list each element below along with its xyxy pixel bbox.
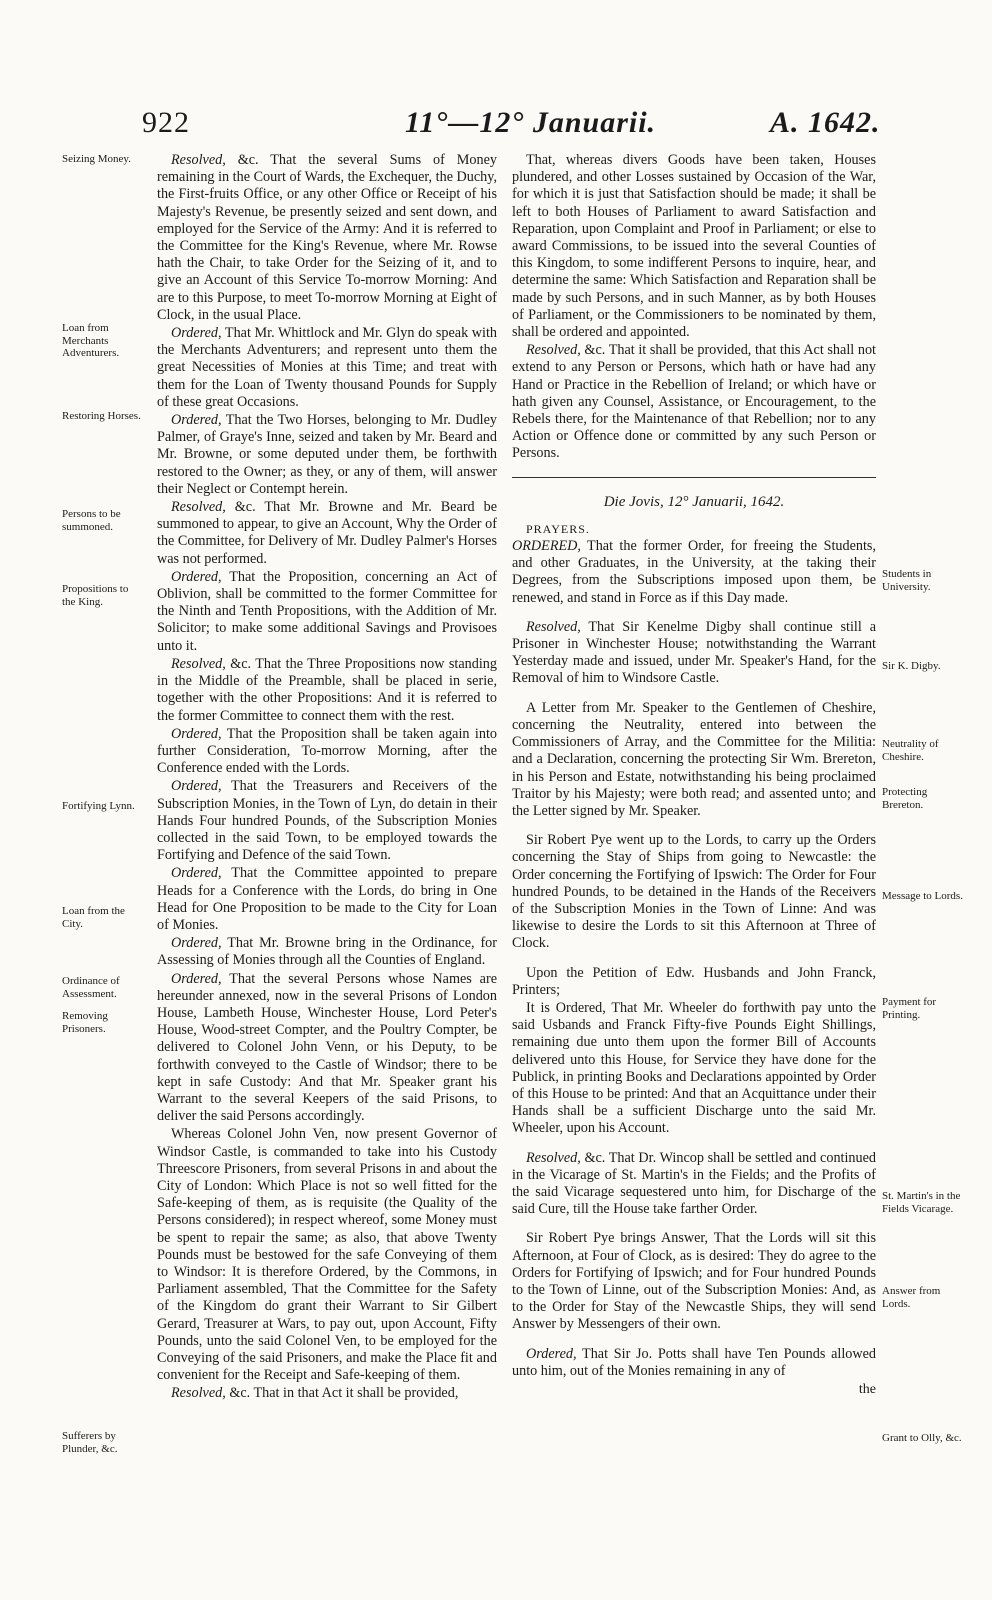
paragraph: Resolved, &c. That the several Sums of Money remaining in the Court of Wards, the Exchequer, the Duchy, the First-fruits Office, or any other Office or Receipt of his Majesty's Revenue, be presently seized and sent down, and employed for the Service of the Army: And it is referred to the Committee for the King's Revenue, where Mr. Rowse hath the Chair, to take Order for the Seizing of it, and to give an Account of this Service To-morrow Morning: And are to this Purpose, to meet To-morrow Morning at Eight of Clock, in the usual Place. bbox=[157, 152, 497, 323]
margin-note: Students in University. bbox=[882, 568, 932, 593]
day-heading: Die Jovis, 12° Januarii, 1642. bbox=[603, 493, 785, 510]
margin-note: Loan from Merchants Adventurers. bbox=[62, 322, 120, 359]
paragraph: Ordered, That the Treasurers and Receivers of the Subscription Monies, in the Town of Lyn, do detain in their Hands Four hundred Pounds, of the Subscription Monies collected in the said Town, to be employed towards the Fortifying and Defence of the said Town. bbox=[157, 778, 497, 864]
paragraph: Resolved, &c. That the Three Propositions now standing in the Middle of the Preamble, shall be placed in serie, together with the other Propositions: And it is referred to the former Committee to connect them with the rest. bbox=[157, 655, 497, 724]
section-rule bbox=[512, 477, 876, 478]
margin-note: Removing Prisoners. bbox=[62, 1010, 108, 1035]
paragraph: Resolved, &c. That in that Act it shall be provided, bbox=[171, 1385, 459, 1402]
margin-note: Sufferers by Plunder, &c. bbox=[62, 1430, 118, 1455]
catchword: the bbox=[858, 1382, 876, 1397]
paragraph: A Letter from Mr. Speaker to the Gentlemen of Cheshire, concerning the Neutrality, entered into between the Commissioners of Array, and the Committee for the Militia: and a Declaration, concerning the protecting Sir Wm. Brereton, in his Person and Estate, notwithstanding his being proclaimed Traitor by his Majesty; were both read; and assented unto; and the Letter signed by Mr. Speaker. bbox=[512, 699, 876, 819]
margin-note: Loan from the City. bbox=[62, 905, 125, 930]
paragraph: Ordered, That Mr. Whittlock and Mr. Glyn do speak with the Merchants Adventurers; and represent unto them the great Necessities of Monies at this Time; and treat with them for the Loan of Twenty thousand Pounds for Supply of these great Occasions. bbox=[157, 325, 497, 410]
paragraph: Resolved, &c. That it shall be provided, that this Act shall not extend to any Person or Persons, which hath or have had any Hand or Practice in the Rebellion of Ireland; or which have or hath given any Counsel, Assistance, or Encouragement, to the Rebels there, for the Maintenance of that Rebellion; nor to any Action or Offence done or committed by any such Person or Persons. bbox=[512, 342, 876, 462]
margin-note: Fortifying Lynn. bbox=[62, 800, 135, 812]
paragraph: Sir Robert Pye went up to the Lords, to carry up the Orders concerning the Stay of Ships from going to Newcastle: the Order concerning the Fortifying of Ipswich: The Order for Four hundred Pounds, to be detained in the Hands of the Receivers of the Subscription Monies in the Town of Linne: And was likewise to desire the Lords to sit this Afternoon at Three of Clock. bbox=[512, 832, 876, 952]
margin-note: Message to Lords. bbox=[882, 890, 963, 902]
page-header bbox=[0, 106, 992, 150]
page-number: 922 bbox=[142, 106, 190, 139]
margin-note: Seizing Money. bbox=[62, 153, 131, 165]
paragraph: Sir Robert Pye brings Answer, That the Lords will sit this Afternoon, at Four of Clock, as is desired: They do agree to the Orders for Fortifying of Ipswich; and for Four hundred Pounds to the Town of Linne, out of the Subscription Monies: And, as to the Order for Stay of the Newcastle Ships, they will send Answer by Messengers of their own. bbox=[512, 1230, 876, 1333]
page-date: 11°—12° Januarii. bbox=[405, 106, 657, 139]
margin-note: Grant to Olly, &c. bbox=[882, 1432, 962, 1444]
paragraph: Resolved, &c. That Mr. Browne and Mr. Beard be summoned to appear, to give an Account, Why the Order of the Committee, for Delivery of Mr. Dudley Palmer's Horses was not performed. bbox=[157, 499, 497, 567]
paragraph: Ordered, That the Proposition shall be taken again into further Consideration, To-morrow Morning, after the Conference ended with the Lords. bbox=[157, 725, 497, 777]
paragraph: That, whereas divers Goods have been taken, Houses plundered, and other Losses sustained by Occasion of the War, for which it is just that Satisfaction should be made; it shall be left to both Houses of Parliament to award Satisfaction and Reparation, upon Complaint and Proof in Parliament; or else to award Commissions, to be issued into the several Counties of this Kingdom, to some indifferent Persons to inquire, hear, and determine the same: Which Satisfaction and Reparation shall be made by such Persons, and in such Manner, as by both Houses of Parliament, or the Commissioners to be nominated by them, shall be ordered and appointed. bbox=[512, 152, 876, 341]
prayers-heading: PRAYERS. bbox=[526, 521, 590, 536]
margin-note: Sir K. Digby. bbox=[882, 660, 941, 672]
left-column bbox=[157, 152, 497, 1404]
page-year: A. 1642. bbox=[770, 106, 881, 139]
paragraph: ORDERED, That the former Order, for freeing the Students, and other Graduates, in the University, at the taking their Degrees, from the Subscriptions imposed upon them, be renewed, and stand in Force as if this Day made. bbox=[512, 538, 876, 606]
paragraph: Ordered, That the Two Horses, belonging to Mr. Dudley Palmer, of Graye's Inne, seized and taken by Mr. Beard and Mr. Browne, or some deputed under them, be forthwith restored to the Owner; as they, or any of them, will answer their Neglect or Contempt herein. bbox=[157, 412, 497, 497]
paragraph: Ordered, That the Proposition, concerning an Act of Oblivion, shall be committed to the former Committee for the Ninth and Tenth Propositions, with the Addition of Mr. Solicitor; to make some additional Savings and Provisoes unto it. bbox=[157, 568, 497, 654]
margin-note: Payment for Printing. bbox=[882, 996, 937, 1021]
margin-note: Restoring Horses. bbox=[62, 410, 141, 422]
paragraph: Upon the Petition of Edw. Husbands and John Franck, Printers; bbox=[512, 964, 876, 998]
right-column bbox=[512, 152, 876, 1398]
margin-note: Protecting Brereton. bbox=[882, 786, 928, 811]
margin-note: Propositions to the King. bbox=[62, 583, 129, 608]
margin-note: St. Martin's in the Fields Vicarage. bbox=[882, 1190, 961, 1215]
paragraph: Ordered, That Mr. Browne bring in the Ordinance, for Assessing of Monies through all the Counties of England. bbox=[157, 935, 497, 969]
paragraph: Resolved, &c. That Dr. Wincop shall be settled and continued in the Vicarage of St. Martin's in the Fields; and the Profits of the said Vicarage sequestered unto him, for Discharge of the said Cure, till the House take farther Order. bbox=[512, 1149, 876, 1218]
margin-note: Neutrality of Cheshire. bbox=[882, 738, 939, 763]
paragraph: Ordered, That Sir Jo. Potts shall have Ten Pounds allowed unto him, out of the Monies remaining in any of bbox=[512, 1345, 876, 1379]
paragraph: Whereas Colonel John Ven, now present Governor of Windsor Castle, is commanded to take into his Custody Threescore Prisoners, from several Prisons in and about the City of London: Which Place is not so well fitted for the Safe-keeping of them, as is requisite (the Quality of the Persons considered); in respect whereof, some Money must be spent to repair the same; as also, that above Twenty Pounds must be bestowed for the safe Conveying of them to Windsor: It is therefore Ordered, by the Commons, in Parliament assembled, That the Committee for the Safety of the Kingdom do grant their Warrant to Sir Gilbert Gerard, Treasurer at Wars, to pay out, upon Account, Fifty Pounds, unto the said Colonel Ven, to be employed for the Conveying of the said Prisoners, and make the Place fit and convenient for the Receipt and Safe-keeping of them. bbox=[157, 1126, 497, 1384]
paragraph: Resolved, That Sir Kenelme Digby shall continue still a Prisoner in Winchester House; notwithstanding the Warrant Yesterday made and issued, under Mr. Speaker's Hand, for the Removal of him to Windsore Castle. bbox=[512, 618, 876, 687]
paragraph: It is Ordered, That Mr. Wheeler do forthwith pay unto the said Usbands and Franck Fifty-five Pounds Eight Shillings, remaining due unto them upon the former Bill of Accounts delivered unto this House, for Service they have done for the Publick, in printing Books and Declarations appointed by Order of this House to be printed: And that an Acquittance under their Hands shall be a sufficient Discharge unto the said Mr. Wheeler, upon his Account. bbox=[512, 999, 876, 1137]
margin-note: Persons to be summoned. bbox=[62, 508, 121, 533]
paragraph: Ordered, That the several Persons whose Names are hereunder annexed, now in the several Prisons of London House, Lambeth House, Winchester House, Lord Peter's House, Wood-street Compter, and the Poultry Compter, be delivered to Colonel John Venn, or his Deputy, to be forthwith conveyed to the Castle of Windsor; there to be kept in safe Custody: And that Mr. Speaker grant his Warrant to the several Keepers of the said Prisons, to deliver the said Persons accordingly. bbox=[157, 970, 497, 1125]
margin-note: Ordinance of Assessment. bbox=[62, 975, 120, 1000]
margin-note: Answer from Lords. bbox=[882, 1285, 941, 1310]
paragraph: Ordered, That the Committee appointed to prepare Heads for a Conference with the Lords, do bring in One Head for One Proposition to be made to the City for Loan of Monies. bbox=[157, 865, 497, 933]
